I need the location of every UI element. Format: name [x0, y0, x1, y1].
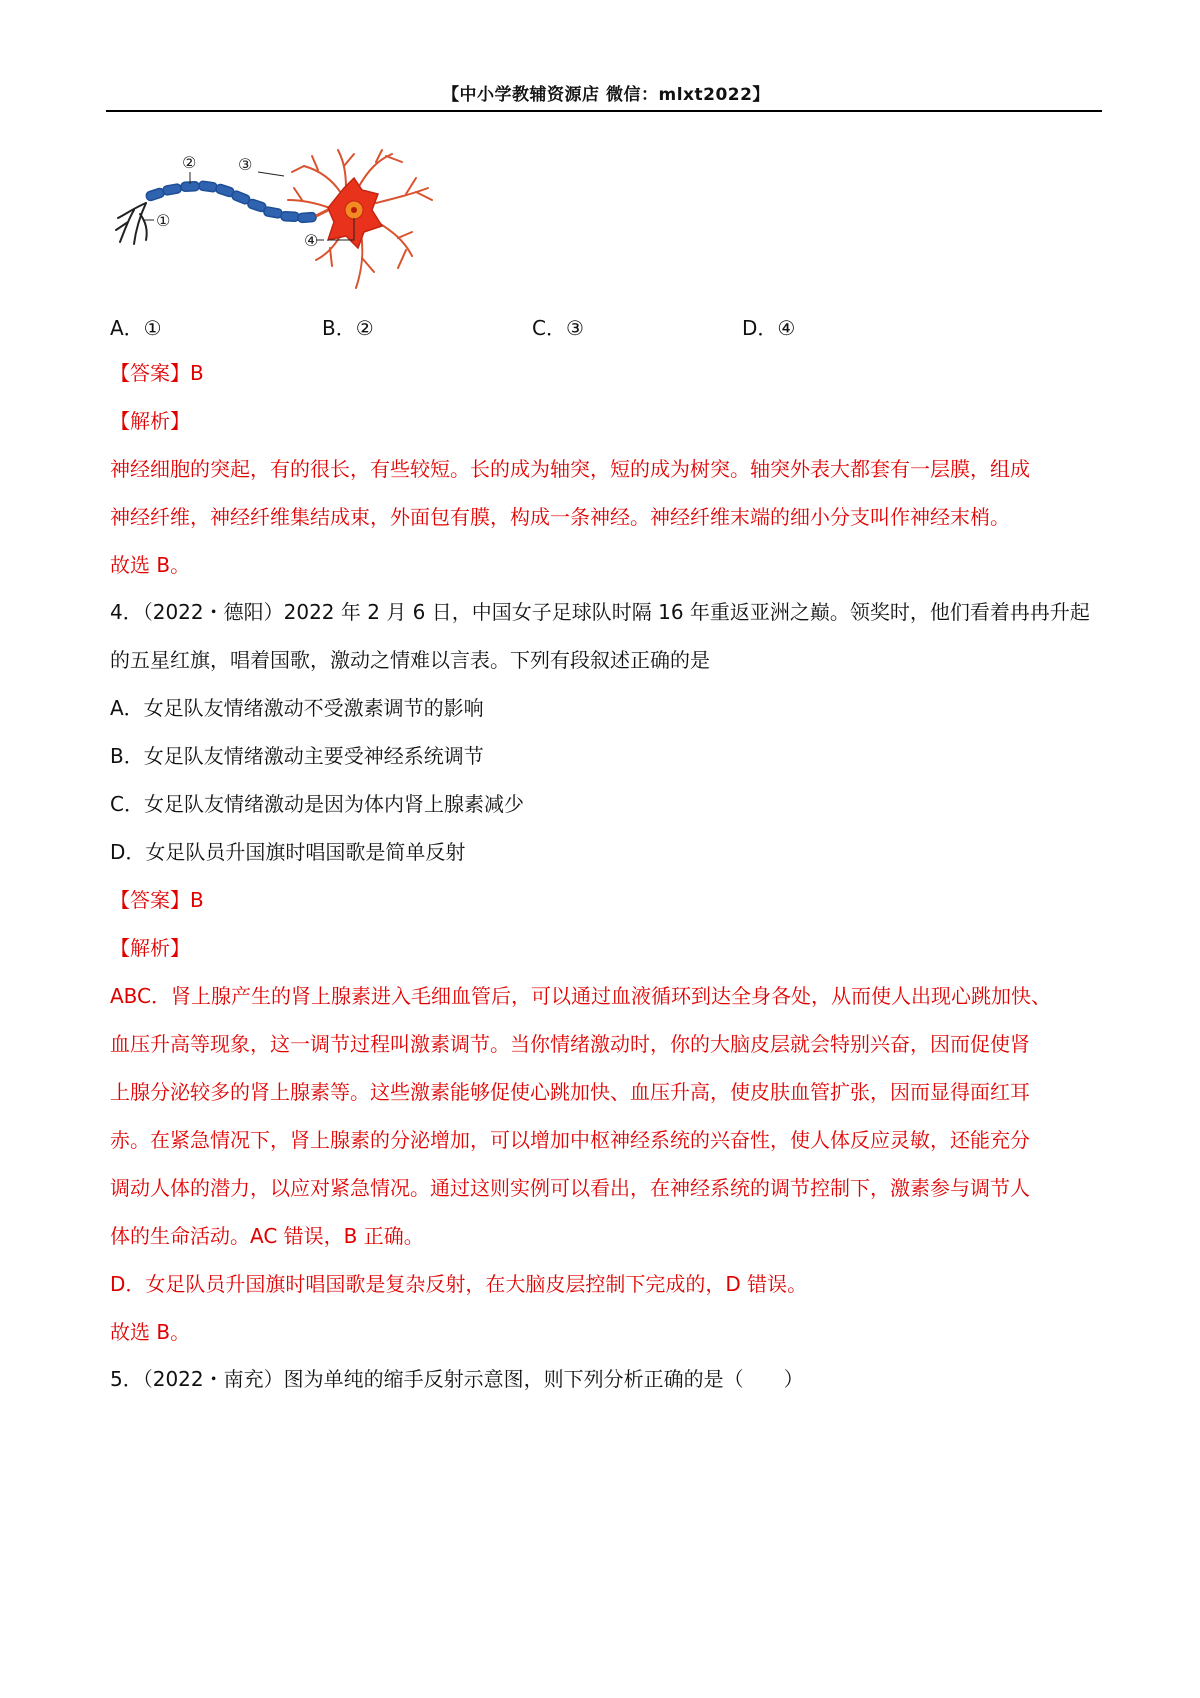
q4-option-c: C．女足队友情绪激动是因为体内肾上腺素减少: [110, 792, 524, 816]
q4-stem-line: 的五星红旗，唱着国歌，激动之情难以言表。下列有段叙述正确的是: [110, 648, 710, 672]
q4-option-a: A．女足队友情绪激动不受激素调节的影响: [110, 696, 484, 720]
q3-option-a: A．①: [110, 316, 162, 340]
q3-answer: 【答案】B: [110, 361, 204, 385]
q3-option-b: B．②: [322, 316, 374, 340]
q4-conclusion: 故选 B。: [110, 1320, 191, 1344]
page-header: 【中小学教辅资源店 微信：mlxt2022】: [442, 85, 770, 105]
q3-analysis-line: 神经纤维，神经纤维集结成束，外面包有膜，构成一条神经。神经纤维末端的细小分支叫作神经末梢。: [110, 505, 1010, 529]
q4-option-d: D．女足队员升国旗时唱国歌是简单反射: [110, 840, 466, 864]
q3-analysis-label: 【解析】: [110, 409, 190, 433]
q4-analysis-line: 体的生命活动。AC 错误，B 正确。: [110, 1224, 424, 1248]
q4-answer: 【答案】B: [110, 888, 204, 912]
q3-analysis-line: 神经细胞的突起，有的很长，有些较短。长的成为轴突，短的成为树突。轴突外表大都套有一层膜，组成: [110, 457, 1030, 481]
q4-analysis-line: 上腺分泌较多的肾上腺素等。这些激素能够促使心跳加快、血压升高，使皮肤血管扩张，因而显得面红耳: [110, 1080, 1030, 1104]
q4-stem-line: 4．（2022・德阳）2022 年 2 月 6 日，中国女子足球队时隔 16 年重返亚洲之巅。领奖时，他们看着冉冉升起: [110, 600, 1090, 624]
q4-option-b: B．女足队友情绪激动主要受神经系统调节: [110, 744, 484, 768]
q4-analysis-label: 【解析】: [110, 936, 190, 960]
header-rule: [106, 110, 1102, 112]
label-2: ②: [182, 153, 197, 172]
label-3: ③: [238, 155, 253, 174]
neuron-diagram: [106, 148, 458, 298]
q3-conclusion: 故选 B。: [110, 553, 191, 577]
q3-option-d: D．④: [742, 316, 796, 340]
label-1: ①: [156, 211, 171, 230]
q5-stem: 5．（2022・南充）图为单纯的缩手反射示意图，则下列分析正确的是（ ）: [110, 1367, 804, 1391]
q4-analysis-line: ABC．肾上腺产生的肾上腺素进入毛细血管后，可以通过血液循环到达全身各处，从而使人出现心跳加快、: [110, 984, 1052, 1008]
nerve-ending: [116, 203, 147, 244]
label-4: ④: [304, 231, 319, 250]
q4-analysis-line: 调动人体的潜力，以应对紧急情况。通过这则实例可以看出，在神经系统的调节控制下，激素参与调节人: [110, 1176, 1030, 1200]
q3-option-c: C．③: [532, 316, 584, 340]
q4-analysis-line: 赤。在紧急情况下，肾上腺素的分泌增加，可以增加中枢神经系统的兴奋性，使人体反应灵敏，还能充分: [110, 1128, 1030, 1152]
q4-analysis-line: D．女足队员升国旗时唱国歌是复杂反射，在大脑皮层控制下完成的，D 错误。: [110, 1272, 808, 1296]
q4-analysis-line: 血压升高等现象，这一调节过程叫激素调节。当你情绪激动时，你的大脑皮层就会特别兴奋，因而促使肾: [110, 1032, 1030, 1056]
